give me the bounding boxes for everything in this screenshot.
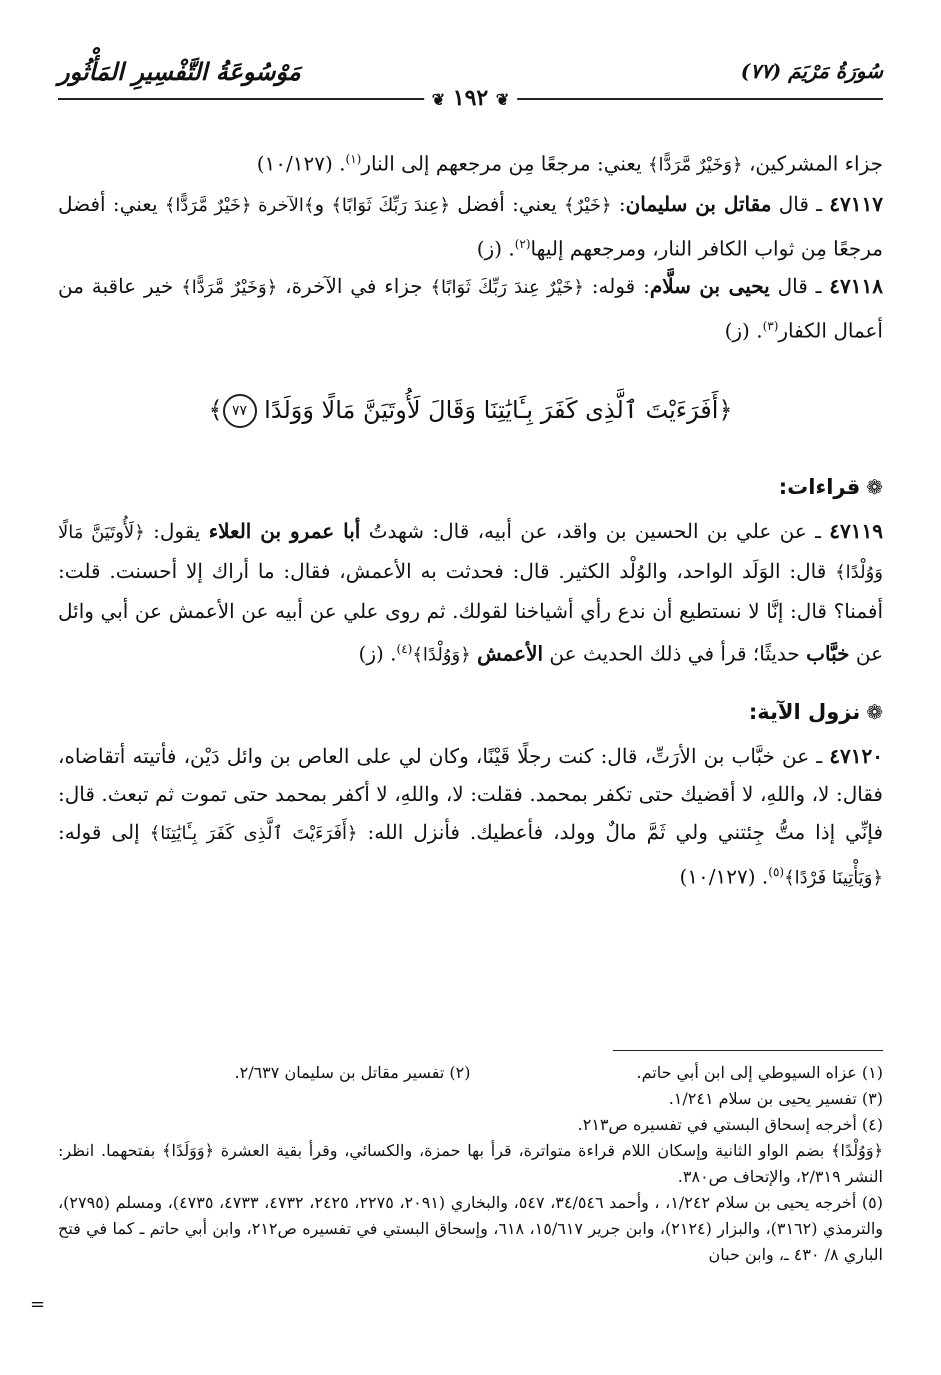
quran-quote: ﴿لَأُوتَيَنَّ مَالًا وَوُلْدًا﴾ [58,521,883,583]
text: . (ز) [358,641,397,666]
text: جزاء في الآخرة، [277,274,431,299]
text: و [314,191,332,216]
text: ـ عن علي بن الحسين بن واقد، عن أبيه، قال: شهدتُ [360,518,830,543]
section-title: قراءات: [778,474,861,499]
footnote-4-note: ﴿وَوُلْدًا﴾ بضم الواو الثانية وإسكان اللام قراءة متواترة، قرأ بها حمزة، والكسائي، وقرأ بقية العشرة ﴿وَوَلَدًا﴾ بفتحهما. انظر: النشر ٢/٣١٩، والإتحاف ص٣٨٠. [58,1141,883,1186]
section-title: نزول الآية: [748,699,861,724]
flower-icon: ❁ [866,699,883,724]
footnote-ref: (٥) [768,864,785,879]
continuation-mark: = [30,1294,46,1315]
footnote-separator [613,1050,883,1051]
text: ـ قال [769,274,830,299]
hadith-number: ٤٧١٢٠ [829,743,883,768]
footnote-3: (٣) تفسير يحيى بن سلام ١/٢٤١. [668,1089,883,1108]
paragraph [58,737,883,898]
paragraph [58,185,883,268]
verse-close: ﴾ [208,395,223,424]
text: جزاء المشركين، [742,151,883,176]
text: حديثًا؛ قرأ في ذلك الحديث عن [543,641,807,666]
quran-quote: ﴿وَوُلْدًا﴾ [412,644,471,666]
text: : [611,191,626,216]
footnote-4: (٤) أخرجه إسحاق البستي في تفسيره ص٢١٣. [577,1115,883,1134]
footnote-2: (٢) تفسير مقاتل بن سليمان ٢/٦٣٧. [234,1063,471,1082]
narrator-name: خبَّاب [806,641,850,666]
text: إلى قوله: [58,819,150,844]
hadith-number: ٤٧١١٩ [829,518,884,543]
flower-icon: ❁ [866,474,883,499]
quran-quote: ﴿عِندَ رَبِّكَ ثَوَابًا﴾ [331,194,450,216]
quran-verse [58,390,883,430]
ornament-icon: ❦ [495,90,510,109]
text: خير عاقبة من أعمال الكفار [58,274,883,343]
book-title: مَوْسُوعَةُ التَّفْسِيرِ المَأْثُور [58,57,301,86]
quran-quote: ﴿وَخَيْرٌ مَّرَدًّا﴾ [648,154,743,176]
page-header [58,55,883,109]
text: قال: الوَلَد الواحد، والوُلْد الكثير. قال: فحدثت به الأعمش، فقال: ما أراك إلا أحسنت. قلت: أفمنا؟ قال: إنَّا لا نستطيع أن ندع رأي أشياخنا لقولك. ثم روى علي عن أبيه عن الأعمش عن أبي وائل عن [58,558,883,666]
footnote-ref: (٣) [762,319,779,334]
ornament-icon: ❦ [431,90,446,109]
text: يعني: مرجعًا مِن مرجعهم إلى النار [361,151,648,176]
text: . (ز) [724,318,763,343]
text: . (ز) [476,236,515,261]
text: يعني: أفضل مرجعًا مِن ثواب الكافر النار، ومرجعهم إليها [58,191,883,261]
hadith-number: ٤٧١١٨ [829,274,884,299]
page-number-group [424,85,518,111]
quran-quote: ﴿وَيَأْتِينَا فَرْدًا﴾ [784,867,883,889]
text: : قوله: [583,274,650,299]
quran-quote: ﴾الآخرة ﴿خَيْرٌ مَّرَدًّا﴾ [164,194,315,216]
verse-text: ﴿أَفَرَءَيْتَ ٱلَّذِى كَفَرَ بِـَٔايَٰتِنَا وَقَالَ لَأُوتَيَنَّ مَالًا وَوَلَدًا [264,395,733,424]
footnote-1: (١) عزاه السيوطي إلى ابن أبي حاتم. [636,1063,883,1082]
narrator-name: الأعمش [477,641,544,666]
footnotes [58,1060,883,1268]
text: ـ عن خبَّاب بن الأرَتِّ، قال: كنت رجلًا قَيْنًا، وكان لي على العاص بن وائل دَيْن، فأتيته أتقاضاه، فقال: لا، واللهِ، لا أقضيك حتى تكفر بمحمد. فقلت: لا، واللهِ، لا أكفر بمحمد حتى تموت ثم تبعث. قال: فإنِّي إذا متُّ جِئتني ولي ثَمَّ مالٌ وولد، فأعطيك. فأنزل الله: [58,743,884,844]
ayah-number-icon: ٧٧ [223,394,257,428]
narrator-name: مقاتل بن سليمان [625,191,772,216]
quran-quote: ﴿وَخَيْرٌ مَّرَدًّا﴾ [181,277,278,299]
text: ـ قال [771,191,830,216]
text: يقول: [144,518,209,543]
quran-quote: ﴿خَيْرٌ عِندَ رَبِّكَ ثَوَابًا﴾ [430,277,584,299]
page-number: ١٩٢ [452,85,489,111]
footnote-5: (٥) أخرجه يحيى بن سلام ١/٢٤٢، ، وأحمد ٣٤/٥٤٦، ٥٤٧، والبخاري (٢٠٩١، ٢٢٧٥، ٢٤٢٥، ٤٧٣٢، ٤٧٣٣، ٤٧٣٥)، ومسلم (٢٧٩٥)، والترمذي (٣١٦٢)، والبزار (٢١٢٤)، وابن جرير ١٥/٦١٧، ٦١٨، وإسحاق البستي في تفسيره ص٢١٢، وابن أبي حاتم ـ كما في فتح الباري ٨/ ٤٣٠ ـ، وابن حبان [58,1193,884,1264]
quran-quote: ﴿خَيْرٌ﴾ [564,194,612,216]
narrator-name: أبا عمرو بن العلاء [208,518,361,543]
footnote-ref: (١) [345,152,362,166]
surah-header: سُورَةُ مَرْيَمَ (٧٧) [740,59,883,83]
footnote-row [58,1060,883,1086]
paragraph [58,140,883,185]
hadith-number: ٤٧١١٧ [829,191,883,216]
section-heading-nuzul [58,697,883,727]
page-body [58,140,883,897]
footnote-ref: (٤) [396,641,413,656]
narrator-name: يحيى بن سلَّام [649,274,770,299]
paragraph [58,267,883,350]
text: يعني: أفضل [450,191,565,216]
quran-quote: ﴿أَفَرَءَيْتَ ٱلَّذِى كَفَرَ بِـَٔايَٰتِنَا﴾ [149,822,358,844]
section-heading-qiraat [58,472,883,502]
text: . (١٠/١٢٧) [679,864,769,889]
footnote-ref: (٢) [514,236,531,251]
text: . (١٠/١٢٧) [256,151,346,176]
paragraph [58,512,883,675]
